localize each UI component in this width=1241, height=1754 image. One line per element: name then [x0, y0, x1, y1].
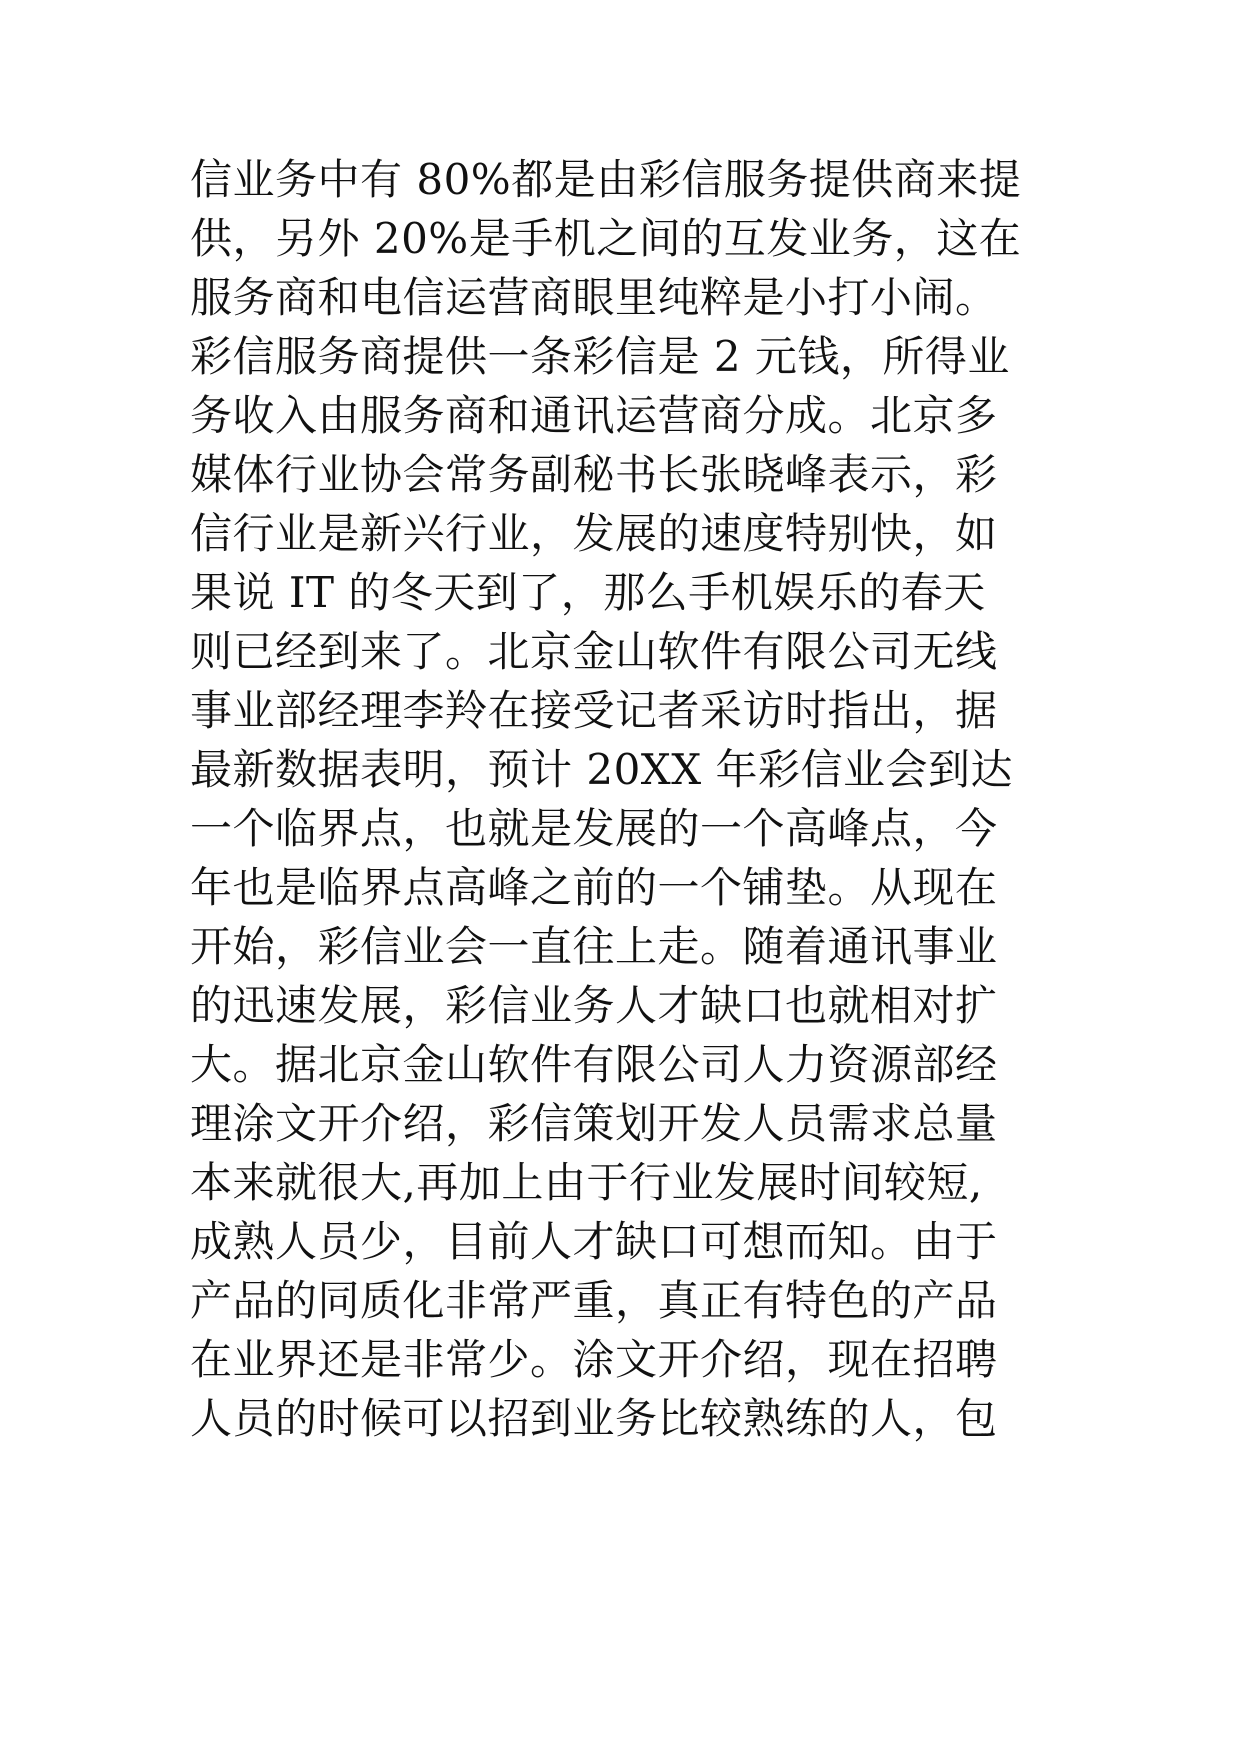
text-line: 成熟人员少，目前人才缺口可想而知。由于 [190, 1217, 998, 1266]
text-line: 供，另外 20%是手机之间的互发业务，这在 [190, 214, 1022, 263]
text-line: 事业部经理李羚在接受记者采访时指出，据 [190, 686, 998, 735]
text-line: 人员的时候可以招到业务比较熟练的人，包 [190, 1394, 998, 1443]
text-line: 媒体行业协会常务副秘书长张晓峰表示，彩 [190, 450, 998, 499]
text-line: 理涂文开介绍，彩信策划开发人员需求总量 [190, 1099, 998, 1148]
text-line: 果说 IT 的冬天到了，那么手机娱乐的春天 [190, 568, 986, 617]
body-text [190, 150, 1090, 1448]
text-line: 产品的同质化非常严重，真正有特色的产品 [190, 1276, 998, 1325]
text-line: 本来就很大,再加上由于行业发展时间较短, [190, 1158, 983, 1207]
text-line: 彩信服务商提供一条彩信是 2 元钱，所得业 [190, 332, 1010, 381]
text-line: 务收入由服务商和通讯运营商分成。北京多 [190, 391, 998, 440]
text-line: 信行业是新兴行业，发展的速度特别快，如 [190, 509, 998, 558]
text-line: 信业务中有 80%都是由彩信服务提供商来提 [190, 155, 1022, 204]
text-line: 最新数据表明，预计 20XX 年彩信业会到达 [190, 745, 1013, 794]
text-line: 的迅速发展，彩信业务人才缺口也就相对扩 [190, 981, 998, 1030]
text-line: 年也是临界点高峰之前的一个铺垫。从现在 [190, 863, 998, 912]
text-line: 在业界还是非常少。涂文开介绍，现在招聘 [190, 1335, 998, 1384]
text-line: 开始，彩信业会一直往上走。随着通讯事业 [190, 922, 998, 971]
text-line: 大。据北京金山软件有限公司人力资源部经 [190, 1040, 998, 1089]
text-line: 一个临界点，也就是发展的一个高峰点，今 [190, 804, 998, 853]
text-line: 服务商和电信运营商眼里纯粹是小打小闹。 [190, 273, 998, 322]
text-line: 则已经到来了。北京金山软件有限公司无线 [190, 627, 998, 676]
